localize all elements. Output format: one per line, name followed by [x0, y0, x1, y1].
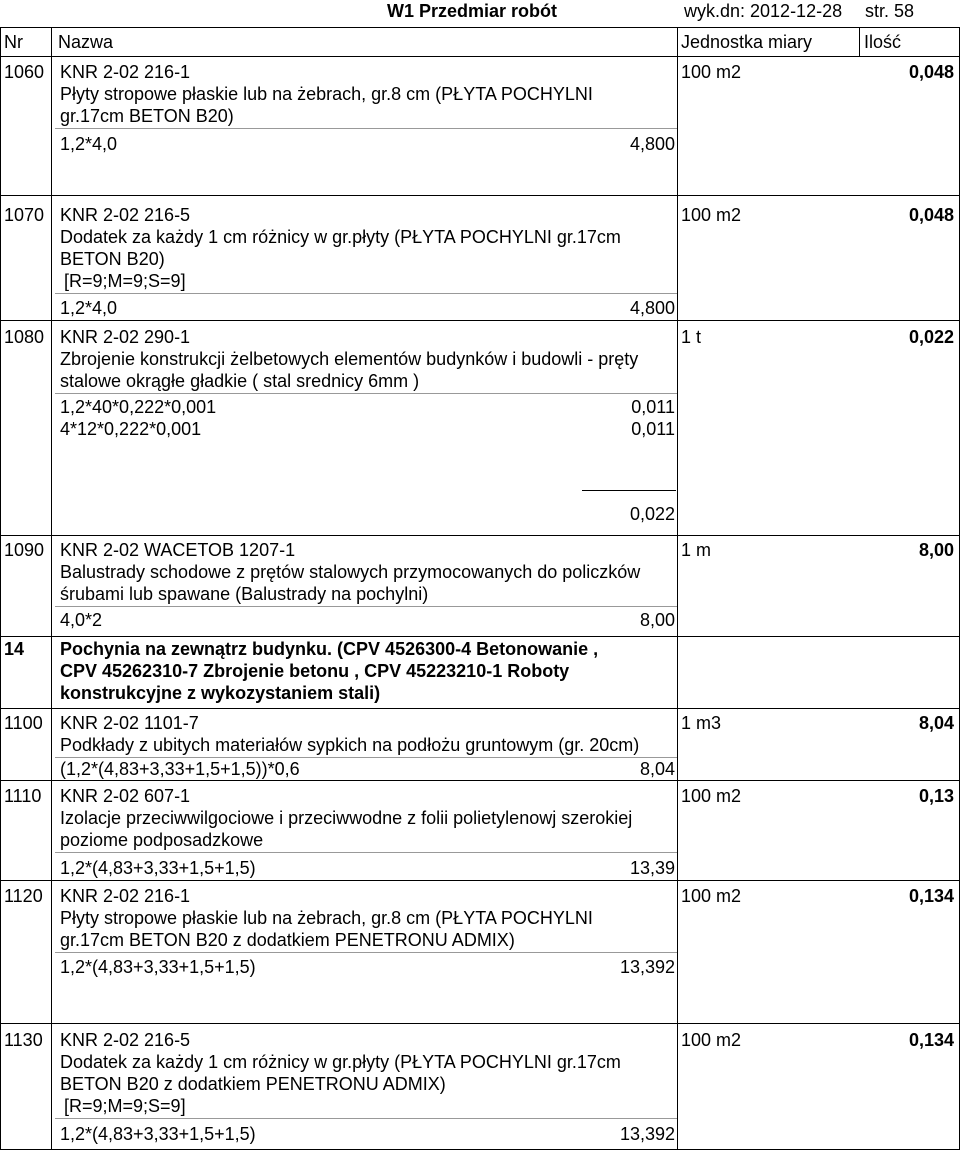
row-desc-line: gr.17cm BETON B20) [60, 106, 234, 126]
col-header-ilosc: Ilość [864, 32, 902, 52]
row-desc-line: Płyty stropowe płaskie lub na żebrach, gr.8 cm (PŁYTA POCHYLNI [60, 84, 593, 104]
calc-rule [55, 852, 677, 853]
page-number: str. 58 [865, 1, 915, 21]
col-header-nr: Nr [4, 32, 23, 52]
row-nr: 1120 [4, 886, 43, 906]
row-separator [0, 780, 960, 781]
section-title-line: CPV 45262310-7 Zbrojenie betonu , CPV 45223210-1 Roboty [60, 661, 570, 681]
row-unit: 100 m2 [681, 786, 742, 806]
calc-rule [55, 393, 677, 394]
calc-rule [55, 128, 677, 129]
row-unit: 100 m2 [681, 62, 742, 82]
row-nr: 1090 [4, 540, 45, 560]
calc-rule [55, 1118, 677, 1119]
section-nr: 14 [4, 639, 25, 659]
document-date: wyk.dn: 2012-12-28 [684, 1, 843, 21]
header-top-rule [0, 27, 960, 28]
row-separator [0, 880, 960, 881]
calc-expression: 1,2*(4,83+3,33+1,5+1,5) [60, 858, 256, 878]
calc-value: 8,00 [639, 610, 675, 630]
calc-expression: 1,2*(4,83+3,33+1,5+1,5) [60, 1124, 256, 1144]
calc-expression: 1,2*40*0,222*0,001 [60, 397, 217, 417]
row-unit: 100 m2 [681, 886, 742, 906]
calc-expression: 1,2*4,0 [60, 298, 118, 318]
row-code: KNR 2-02 216-5 [60, 205, 191, 225]
row-code: KNR 2-02 216-1 [60, 62, 191, 82]
row-desc-line: BETON B20) [60, 249, 165, 269]
row-desc-line: Dodatek za każdy 1 cm różnicy w gr.płyty (PŁYTA POCHYLNI gr.17cm [60, 1052, 621, 1072]
row-desc-line: [R=9;M=9;S=9] [64, 271, 186, 291]
calc-rule [55, 606, 677, 607]
row-unit: 1 m3 [681, 713, 722, 733]
row-desc-line: Płyty stropowe płaskie lub na żebrach, gr.8 cm (PŁYTA POCHYLNI [60, 908, 593, 928]
row-desc-line: Balustrady schodowe z prętów stalowych przymocowanych do policzków [60, 562, 641, 582]
sum-rule [582, 490, 676, 491]
calc-value: 13,392 [619, 1124, 675, 1144]
row-quantity: 0,134 [908, 886, 954, 906]
row-separator [0, 195, 960, 196]
row-separator [0, 1023, 960, 1024]
calc-value: 0,011 [631, 397, 675, 417]
calc-value: 8,04 [639, 759, 675, 779]
row-nr: 1080 [4, 327, 45, 347]
row-quantity: 0,048 [908, 62, 954, 82]
col-header-nazwa: Nazwa [58, 32, 114, 52]
calc-sum: 0,022 [629, 504, 675, 524]
calc-rule [55, 293, 677, 294]
row-code: KNR 2-02 WACETOB 1207-1 [60, 540, 296, 560]
row-nr: 1070 [4, 205, 45, 225]
row-code: KNR 2-02 216-5 [60, 1030, 191, 1050]
calc-expression: 1,2*(4,83+3,33+1,5+1,5) [60, 957, 256, 977]
calc-expression: (1,2*(4,83+3,33+1,5+1,5))*0,6 [60, 759, 300, 779]
calc-expression: 1,2*4,0 [60, 134, 118, 154]
col-header-jednostka: Jednostka miary [681, 32, 813, 52]
row-quantity: 0,048 [908, 205, 954, 225]
document-title: W1 Przedmiar robót [387, 1, 558, 21]
row-unit: 1 m [681, 540, 712, 560]
row-desc-line: poziome podposadzkowe [60, 830, 264, 850]
row-desc-line: stalowe okrągłe gładkie ( stal srednicy 6mm ) [60, 371, 420, 391]
row-separator [0, 320, 960, 321]
row-desc-line: śrubami lub spawane (Balustrady na pochylni) [60, 584, 429, 604]
row-desc-line: Zbrojenie konstrukcji żelbetowych elementów budynków i budowli - pręty [60, 349, 639, 369]
row-nr: 1060 [4, 62, 45, 82]
row-unit: 100 m2 [681, 1030, 742, 1050]
calc-value: 0,011 [631, 419, 675, 439]
row-quantity: 8,04 [918, 713, 954, 733]
row-desc-line: Izolacje przeciwwilgociowe i przeciwwodne z folii polietylenowj szerokiej [60, 808, 633, 828]
calc-value: 13,39 [629, 858, 675, 878]
row-unit: 100 m2 [681, 205, 742, 225]
col-divider-jednostka [859, 27, 860, 57]
calc-expression: 4*12*0,222*0,001 [60, 419, 202, 439]
row-quantity: 0,134 [908, 1030, 954, 1050]
calc-value: 4,800 [629, 298, 675, 318]
row-nr: 1110 [4, 786, 42, 806]
row-quantity: 0,022 [908, 327, 954, 347]
header-bottom-rule [0, 56, 960, 57]
row-code: KNR 2-02 290-1 [60, 327, 191, 347]
row-desc-line: [R=9;M=9;S=9] [64, 1096, 186, 1116]
row-code: KNR 2-02 607-1 [60, 786, 191, 806]
calc-value: 4,800 [629, 134, 675, 154]
row-desc-line: Podkłady z ubitych materiałów sypkich na podłożu gruntowym (gr. 20cm) [60, 735, 640, 755]
row-unit: 1 t [681, 327, 702, 347]
row-desc-line: Dodatek za każdy 1 cm różnicy w gr.płyty (PŁYTA POCHYLNI gr.17cm [60, 227, 621, 247]
row-desc-line: gr.17cm BETON B20 z dodatkiem PENETRONU ADMIX) [60, 930, 515, 950]
calc-expression: 4,0*2 [60, 610, 103, 630]
row-separator [0, 535, 960, 536]
section-title-line: konstrukcyjne z wykozystaniem stali) [60, 683, 381, 703]
row-desc-line: BETON B20 z dodatkiem PENETRONU ADMIX) [60, 1074, 446, 1094]
row-code: KNR 2-02 1101-7 [60, 713, 199, 733]
row-quantity: 8,00 [918, 540, 954, 560]
row-separator [0, 636, 960, 637]
calc-rule [55, 952, 677, 953]
row-code: KNR 2-02 216-1 [60, 886, 191, 906]
page-bottom-rule [0, 1149, 960, 1150]
section-title-line: Pochynia na zewnątrz budynku. (CPV 4526300-4 Betonowanie , [60, 639, 599, 659]
row-separator [0, 708, 960, 709]
row-nr: 1100 [4, 713, 43, 733]
row-nr: 1130 [4, 1030, 43, 1050]
row-quantity: 0,13 [918, 786, 954, 806]
calc-value: 13,392 [619, 957, 675, 977]
